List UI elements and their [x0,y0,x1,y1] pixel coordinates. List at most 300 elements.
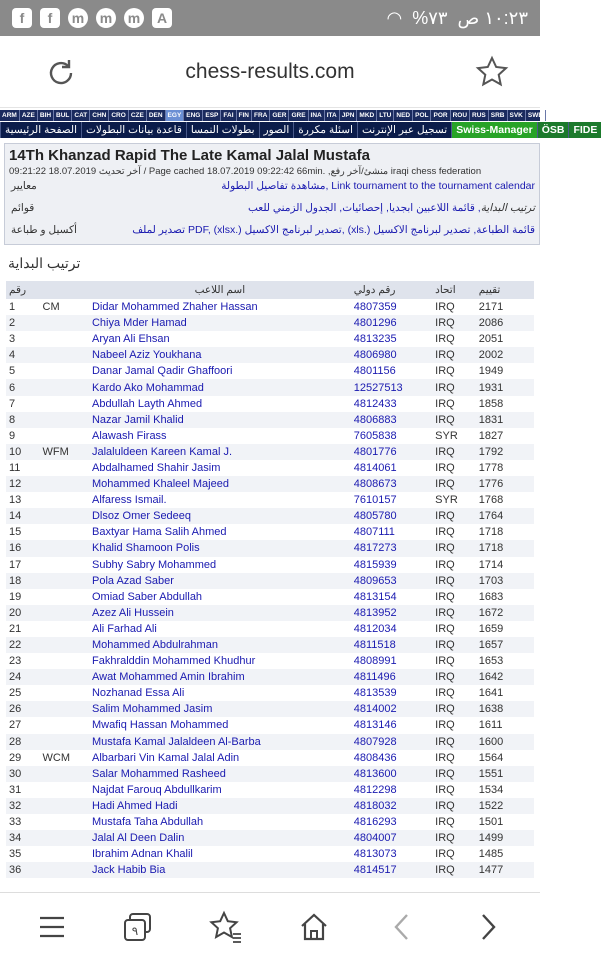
lang-ned[interactable]: NED [394,110,413,121]
player-rating: 1611 [478,719,503,732]
player-fed: IRQ [435,478,455,491]
lang-rus[interactable]: RUS [470,110,489,121]
player-name-link[interactable]: Baxtyar Hama Salih Ahmed [91,526,227,539]
star-list-icon[interactable] [206,907,246,947]
player-title [40,782,89,798]
table-row [6,315,534,331]
fide-id-link[interactable]: 4808673 [353,478,397,491]
col-no: رقم [9,284,27,296]
language-bar [0,110,543,121]
player-no: 7 [9,397,16,410]
player-fed: IRQ [435,397,455,410]
player-name-link[interactable]: Pola Azad Saber [91,574,174,587]
table-row [6,782,534,798]
player-fed: IRQ [435,687,455,700]
player-name-link[interactable]: Alfaress Ismail. [91,494,167,507]
fide-id-link[interactable]: 4801296 [353,317,397,330]
player-title [40,701,89,717]
player-no: 28 [9,735,22,748]
player-title [40,846,89,862]
player-no: 25 [9,687,22,700]
col-rtg: تقييم [478,284,501,296]
player-name-link[interactable]: Omiad Saber Abdullah [91,590,203,603]
lang-eng[interactable]: ENG [184,110,203,121]
player-name-link[interactable]: Mustafa Taha Abdullah [91,816,204,829]
col-fed: اتحاد [435,284,456,296]
notification-app-icon: m [68,8,88,28]
player-fed: IRQ [435,735,455,748]
player-name-link[interactable]: Hadi Ahmed Hadi [91,799,178,812]
player-title [40,669,89,685]
player-fed: IRQ [435,445,455,458]
fide-id-link[interactable]: 4804007 [353,832,397,845]
fide-id-link[interactable]: 4807928 [353,735,397,748]
player-rating: 1768 [478,494,504,507]
player-name-link[interactable]: Awat Mohammed Amin Ibrahim [91,671,245,684]
col-title [40,281,89,299]
table-row [6,701,534,717]
player-fed: IRQ [435,767,455,780]
player-title [40,798,89,814]
table-row [6,605,534,621]
player-rating: 1657 [478,639,504,652]
lang-cze[interactable]: CZE [129,110,147,121]
player-title [40,830,89,846]
fide-id-link[interactable]: 4811496 [353,671,396,684]
player-fed: IRQ [435,574,455,587]
fide-id-link[interactable]: 7610157 [353,494,397,507]
player-no: 34 [9,832,22,845]
clock: ١٠:٢٣ ص [457,7,528,28]
lang-fra[interactable]: FRA [252,110,270,121]
lang-gre[interactable]: GRE [289,110,308,121]
fide-id-link[interactable]: 4812298 [353,783,397,796]
info-label: أكسيل و طباعة [11,224,77,236]
menu-item[interactable]: قاعدة بيانات البطولات [81,122,186,138]
player-rating: 1703 [478,574,504,587]
fide-id-link[interactable]: 4813073 [353,848,397,861]
player-name-link[interactable]: Alawash Firass [91,429,167,442]
fide-id-link[interactable]: 4805780 [353,510,397,523]
player-rating: 2086 [478,317,504,330]
table-row [6,557,534,573]
table-row [6,750,534,766]
fide-id-link[interactable]: 4801776 [353,445,397,458]
lang-cro[interactable]: CRO [109,110,128,121]
player-title [40,363,89,379]
lang-mkd[interactable]: MKD [357,110,377,121]
lang-esp[interactable]: ESP [203,110,221,121]
tabs-icon[interactable] [118,907,158,947]
fide-id-link[interactable]: 12527513 [353,381,403,394]
tournament-title: 14Th Khanzad Rapid The Late Kamal Jalal Mustafa [9,147,370,164]
player-no: 9 [9,429,16,442]
table-row [6,524,534,540]
player-fed: IRQ [435,381,455,394]
player-name-link[interactable]: Jack Habib Bia [91,864,166,877]
player-title [40,524,89,540]
player-name-link[interactable]: Abdullah Layth Ahmed [91,397,203,410]
fide-id-link[interactable]: 4811518 [353,639,396,652]
player-no: 33 [9,816,22,829]
fide-link[interactable]: FIDE [568,122,601,138]
player-title [40,862,89,878]
player-no: 16 [9,542,22,555]
status-bar [0,0,540,36]
player-rating: 1485 [478,848,504,861]
lang-svk[interactable]: SVK [508,110,526,121]
player-name-link[interactable]: Mohammed Abdulrahman [91,639,218,652]
player-rating: 1714 [478,558,504,571]
player-name-link[interactable]: Salar Mohammed Rasheed [91,767,226,780]
player-no: 24 [9,671,22,684]
chevron-left-icon[interactable] [382,907,422,947]
player-no: 4 [9,349,16,362]
chevron-right-icon[interactable] [468,907,508,947]
player-fed: IRQ [435,864,455,877]
player-title [40,734,89,750]
col-fide: رقم دولي [353,284,396,296]
player-title [40,685,89,701]
player-no: 15 [9,526,22,539]
player-fed: IRQ [435,317,455,330]
player-rating: 1683 [478,590,504,603]
tabs-count: ٩ [131,924,139,938]
player-rating: 2171 [478,301,504,314]
fide-id-link[interactable]: 7605838 [353,429,397,442]
player-name-link[interactable]: Danar Jamal Qadir Ghaffoori [91,365,233,378]
table-row [6,460,534,476]
player-title: WFM [42,445,69,458]
player-name-link[interactable]: Aryan Ali Ehsan [91,333,170,346]
player-fed: IRQ [435,590,455,603]
table-row [6,347,534,363]
table-row [6,492,534,508]
table-row [6,846,534,862]
player-title [40,347,89,363]
fide-id-link[interactable]: 4813146 [353,719,397,732]
player-name-link[interactable]: Chiya Mder Hamad [91,317,187,330]
player-fed: IRQ [435,848,455,861]
player-name-link[interactable]: Jalal Al Deen Dalin [91,832,185,845]
fide-id-link[interactable]: 4813539 [353,687,397,700]
player-rating: 1600 [478,735,504,748]
battery-level: %٧٣ [412,7,448,28]
player-name-link[interactable]: Mwafiq Hassan Mohammed [91,719,229,732]
player-fed: IRQ [435,349,455,362]
player-fed: IRQ [435,639,455,652]
home-icon[interactable] [294,907,334,947]
player-rating: 1499 [478,832,504,845]
player-rating: 1564 [478,751,504,764]
player-rating: 1522 [478,799,504,812]
player-no: 12 [9,478,22,491]
player-rating: 1827 [478,429,504,442]
info-row-export [5,224,541,244]
player-fed: IRQ [435,783,455,796]
status-info [386,8,528,29]
lang-ina[interactable]: INA [309,110,325,121]
wifi-icon: ◠ [386,7,403,28]
player-name-link[interactable]: Didar Mohammed Zhaher Hassan [91,301,258,314]
lang-cat[interactable]: CAT [72,110,90,121]
table-row [6,766,534,782]
player-title [40,653,89,669]
player-no: 18 [9,574,22,587]
player-title [40,637,89,653]
notification-app-icon: f [12,8,32,28]
player-fed: IRQ [435,558,455,571]
table-row [6,299,534,315]
lang-pol[interactable]: POL [413,110,431,121]
lang-arm[interactable]: ARM [0,110,20,121]
lang-ltu[interactable]: LTU [377,110,394,121]
player-name-link[interactable]: Mohammed Khaleel Majeed [91,478,229,491]
osb-link[interactable]: ÖSB [537,122,569,138]
player-no: 22 [9,639,22,652]
menu-item[interactable]: الصفحة الرئيسية [0,122,81,138]
table-row [6,734,534,750]
fide-id-link[interactable]: 4808991 [353,655,397,668]
table-row [6,685,534,701]
player-title [40,492,89,508]
player-name-link[interactable]: Abdalhamed Shahir Jasim [91,461,221,474]
lang-den[interactable]: DEN [147,110,166,121]
lang-por[interactable]: POR [431,110,450,121]
player-fed: IRQ [435,799,455,812]
browser-bottom-nav [0,892,540,960]
player-fed: IRQ [435,413,455,426]
player-name-link[interactable]: Azez Ali Hussein [91,606,174,619]
player-title [40,315,89,331]
player-rating: 1949 [478,365,504,378]
player-no: 1 [9,301,16,314]
player-fed: IRQ [435,816,455,829]
player-name-link[interactable]: Najdat Farouq Abdullkarim [91,783,222,796]
hamburger-icon[interactable] [32,907,72,947]
lists-links[interactable] [248,202,535,214]
player-title [40,412,89,428]
player-title [40,766,89,782]
lang-bih[interactable]: BIH [38,110,54,121]
lang-fin[interactable]: FIN [237,110,252,121]
fide-id-link[interactable]: 4807359 [353,301,397,314]
lang-bul[interactable]: BUL [54,110,72,121]
player-rating: 1858 [478,397,504,410]
player-name-link[interactable]: Salim Mohammed Jasim [91,703,213,716]
player-fed: IRQ [435,606,455,619]
player-fed: IRQ [435,461,455,474]
player-title [40,589,89,605]
player-fed: IRQ [435,510,455,523]
details-link[interactable]: مشاهدة تفاصيل البطولة, Link tournament to the tournament calendar [221,180,535,192]
player-fed: SYR [435,494,458,507]
player-name-link[interactable]: Ali Farhad Ali [91,622,157,635]
player-name-link[interactable]: Fakhralddin Mohammed Khudhur [91,655,256,668]
table-row [6,396,534,412]
info-label: قوائم [11,202,35,214]
player-no: 20 [9,606,22,619]
player-no: 21 [9,622,22,635]
player-no: 36 [9,864,22,877]
player-fed: SYR [435,429,458,442]
lang-egy[interactable]: EGY [166,110,185,121]
player-name-link[interactable]: Ibrahim Adnan Khalil [91,848,193,861]
player-no: 31 [9,783,22,796]
player-fed: IRQ [435,542,455,555]
player-name-link[interactable]: Albarbari Vin Kamal Jalal Adin [91,751,240,764]
player-rating: 1477 [478,864,504,877]
player-title [40,605,89,621]
export-links[interactable]: تصدير لملف PDF, (xlsx.) تصدير لبرنامج الاكسيل, (xls.) قائمة الطباعة, تصدير لبرنامج الاكسيل [132,224,535,236]
url-text[interactable]: chess-results.com [185,60,355,83]
table-row [6,862,534,878]
player-name-link[interactable]: Nozhanad Essa Ali [91,687,185,700]
player-title [40,814,89,830]
fide-id-link[interactable]: 4806883 [353,413,397,426]
fide-id-link[interactable]: 4801156 [353,365,396,378]
table-header [6,281,534,299]
player-name-link[interactable]: Kardo Ako Mohammad [91,381,204,394]
player-name-link[interactable]: Mustafa Kamal Jalaldeen Al-Barba [91,735,261,748]
lang-rou[interactable]: ROU [451,110,470,121]
menu-item[interactable]: اسئلة مكررة [293,122,357,138]
player-title [40,557,89,573]
fide-id-link[interactable]: 4812034 [353,622,397,635]
fide-id-link[interactable]: 4813952 [353,606,397,619]
player-rating: 1551 [478,767,504,780]
lang-ger[interactable]: GER [270,110,289,121]
menu-item[interactable]: الصور [259,122,294,138]
table-row [6,331,534,347]
fide-id-link[interactable]: 4808436 [353,751,397,764]
player-rating: 1638 [478,703,504,716]
current-list-label: ترتيب البداية [480,202,535,214]
player-no: 2 [9,317,16,330]
table-row [6,476,534,492]
lang-chn[interactable]: CHN [90,110,109,121]
fide-id-link[interactable]: 4807111 [353,526,395,539]
table-row [6,428,534,444]
info-row-details [5,180,541,200]
table-row [6,830,534,846]
table-row [6,573,534,589]
table-row [6,621,534,637]
player-fed: IRQ [435,703,455,716]
player-no: 5 [9,365,16,378]
player-name-link[interactable]: Nazar Jamil Khalid [91,413,184,426]
player-title [40,508,89,524]
player-title [40,331,89,347]
fide-id-link[interactable]: 4817273 [353,542,397,555]
lang-ita[interactable]: ITA [325,110,340,121]
player-no: 30 [9,767,22,780]
browser-address-bar [0,36,540,108]
player-no: 23 [9,655,22,668]
fide-id-link[interactable]: 4816293 [353,816,397,829]
table-row [6,412,534,428]
notification-icons [12,8,172,28]
player-name-link[interactable]: Jalaluldeen Kareen Kamal J. [91,445,233,458]
lang-fai[interactable]: FAI [221,110,236,121]
lang-aze[interactable]: AZE [20,110,38,121]
player-name-link[interactable]: Subhy Sabry Mohammed [91,558,217,571]
player-rating: 1642 [478,671,504,684]
notification-app-icon: m [96,8,116,28]
player-rating: 1641 [478,687,504,700]
player-rating: 1718 [478,526,504,539]
table-row [6,717,534,733]
player-fed: IRQ [435,832,455,845]
table-row [6,379,534,395]
player-title [40,476,89,492]
fide-id-link[interactable]: 4814517 [353,864,397,877]
fide-id-link[interactable]: 4809653 [353,574,397,587]
tournament-info [4,143,540,245]
player-fed: IRQ [435,751,455,764]
fide-id-link[interactable]: 4813600 [353,767,397,780]
player-rating: 1764 [478,510,504,523]
player-no: 14 [9,510,22,523]
fide-id-link[interactable]: 4815939 [353,558,397,571]
player-rating: 1659 [478,622,504,635]
lang-swe[interactable]: SWE [526,110,546,121]
player-rating: 2002 [478,349,504,362]
fide-id-link[interactable]: 4818032 [353,799,397,812]
bookmark-star-icon[interactable] [474,54,510,90]
fide-id-link[interactable]: 4813154 [353,590,397,603]
lang-jpn[interactable]: JPN [340,110,358,121]
player-no: 6 [9,381,16,394]
player-title [40,428,89,444]
table-row [6,798,534,814]
fide-id-link[interactable]: 4813235 [353,333,397,346]
table-row [6,814,534,830]
swiss-manager-link[interactable]: Swiss-Manager [451,122,536,138]
fide-id-link[interactable]: 4814061 [353,461,397,474]
standings-title: ترتيب البداية [8,255,81,271]
player-title [40,379,89,395]
table-row [6,363,534,379]
fide-id-link[interactable]: 4814002 [353,703,397,716]
fide-id-link[interactable]: 4812433 [353,397,397,410]
menu-item[interactable]: تسجيل عبر الإنترنت [357,122,451,138]
player-fed: IRQ [435,526,455,539]
player-rating: 1501 [478,816,504,829]
info-row-lists [5,202,541,222]
lang-srb[interactable]: SRB [489,110,508,121]
player-no: 17 [9,558,22,571]
player-name-link[interactable]: Nabeel Aziz Youkhana [91,349,202,362]
table-row [6,444,534,460]
player-rating: 1718 [478,542,504,555]
player-name-link[interactable]: Dlsoz Omer Sedeeq [91,510,192,523]
menu-item[interactable]: بطولات النمسا [186,122,259,138]
player-rating: 1776 [478,478,504,491]
fide-id-link[interactable]: 4806980 [353,349,397,362]
player-rating: 1534 [478,783,504,796]
player-name-link[interactable]: Khalid Shamoon Polis [91,542,200,555]
player-title [40,460,89,476]
lists-link-text[interactable]: , قائمة اللاعبين ابجديا, إحصائيات, الجدول الزمني للعب [247,202,481,214]
player-rating: 1831 [478,413,504,426]
starting-rank-table [6,281,534,878]
player-title [40,573,89,589]
player-title [40,396,89,412]
table-row [6,508,534,524]
tournament-meta: 09:21:22 18.07.2019 آخر تحديث / Page cached 18.07.2019 09:22:42 66min. ,منشئ/آخر رفع iraqi chess federation [9,166,482,177]
player-no: 29 [9,751,22,764]
